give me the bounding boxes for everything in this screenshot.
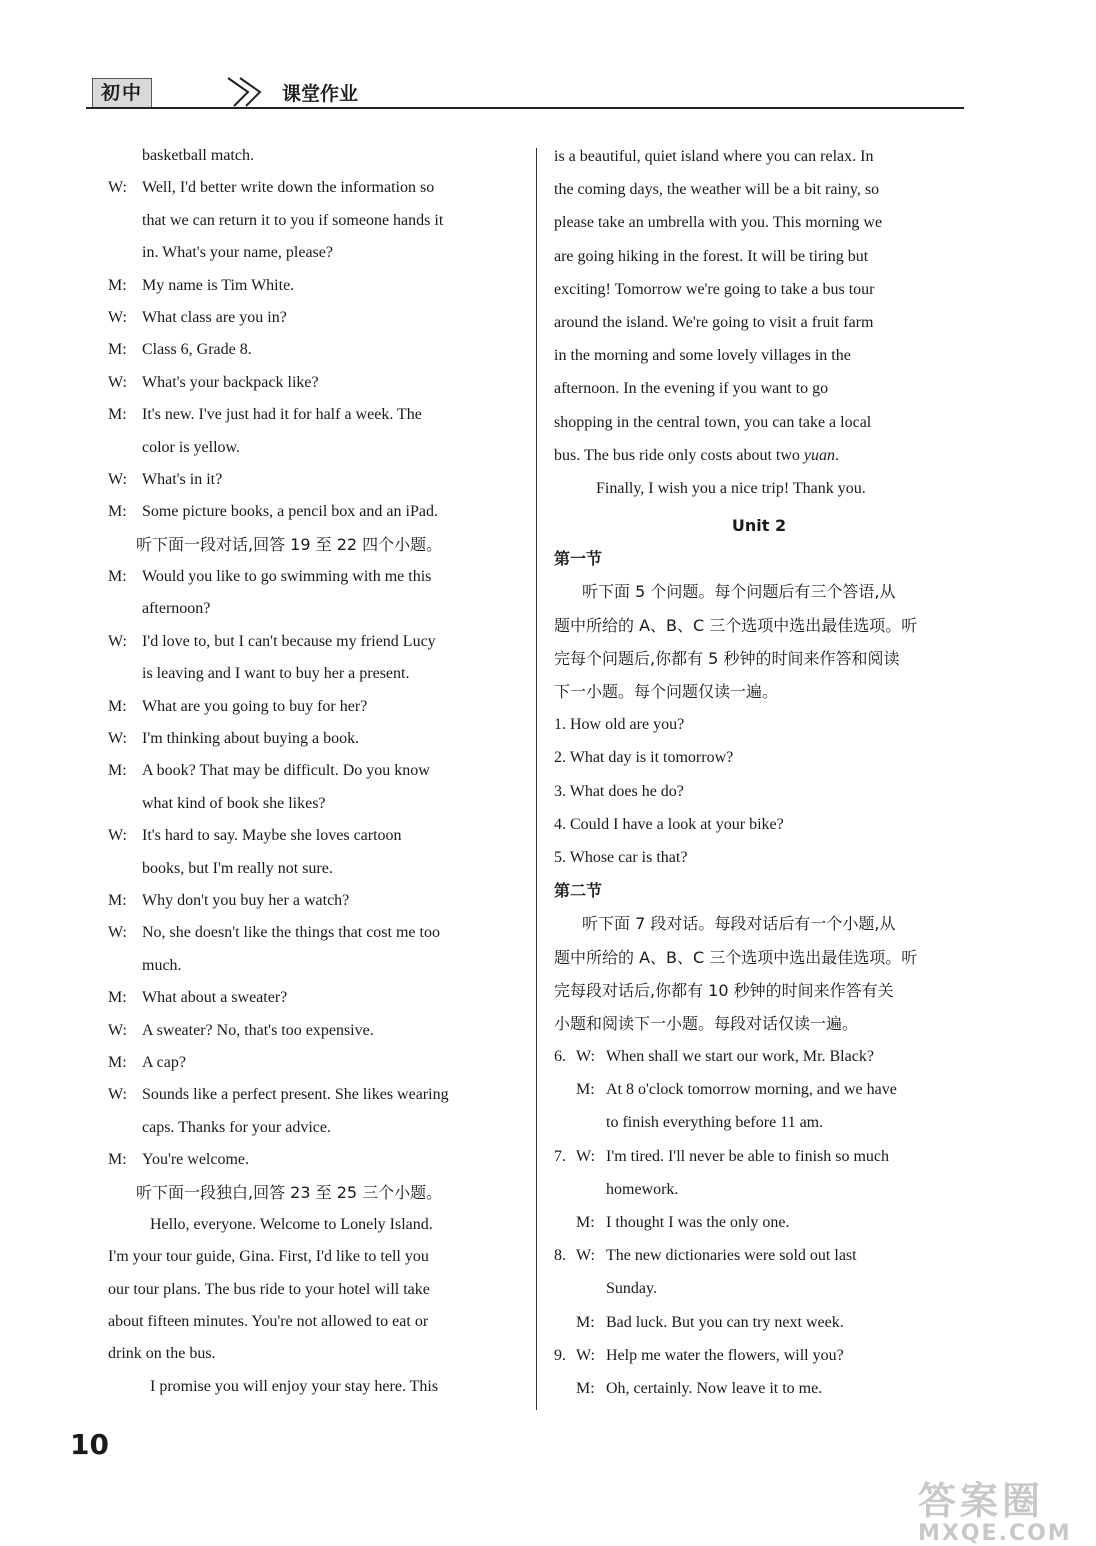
dialogue-line: M: Some picture books, a pencil box and an iPad. <box>108 503 438 521</box>
dialogue-line: M: What about a sweater? <box>108 989 288 1007</box>
dialogue-line: M: A cap? <box>108 1053 186 1071</box>
paragraph-line: in the morning and some lovely villages in the <box>554 347 851 365</box>
text-line: afternoon? <box>142 600 211 618</box>
paragraph-line: are going hiking in the forest. It will be tiring but <box>554 247 869 265</box>
question-item: 3. What does he do? <box>554 782 684 800</box>
paragraph-line: drink on the bus. <box>108 1345 216 1363</box>
dialogue-line: M: Would you like to go swimming with me this <box>108 568 432 586</box>
text-line: to finish everything before 11 am. <box>606 1114 824 1132</box>
text-line: books, but I'm really not sure. <box>142 859 333 877</box>
text-line: basketball match. <box>142 147 254 164</box>
paragraph-line: I'm your tour guide, Gina. First, I'd like to tell you <box>108 1248 429 1266</box>
instruction-line: 小题和阅读下一小题。每段对话仅读一遍。 <box>554 1013 859 1033</box>
page-header <box>86 74 964 108</box>
question-item: 2. What day is it tomorrow? <box>554 749 734 767</box>
watermark-logo <box>918 1470 1072 1546</box>
instruction-line: 听下面 7 段对话。每段对话后有一个小题,从 <box>582 914 896 934</box>
unit-heading: Unit 2 <box>731 516 787 536</box>
instruction-line: 听下面 5 个问题。每个问题后有三个答语,从 <box>582 582 896 602</box>
section-heading: 第二节 <box>554 881 603 901</box>
dialogue-line: M: You're welcome. <box>108 1151 250 1169</box>
paragraph-line: is a beautiful, quiet island where you can relax. In <box>554 148 874 165</box>
dialogue-line: M: Class 6, Grade 8. <box>108 341 252 359</box>
dialogue-line: M: What are you going to buy for her? <box>108 697 368 715</box>
text-line: much. <box>142 956 182 974</box>
paragraph-line: our tour plans. The bus ride to your hotel will take <box>108 1280 430 1298</box>
text-line: caps. Thanks for your advice. <box>142 1118 331 1136</box>
left-column <box>108 140 518 1403</box>
paragraph-line: shopping in the central town, you can take a local <box>554 413 872 431</box>
paragraph-line: Hello, everyone. Welcome to Lonely Island. <box>150 1215 433 1233</box>
instruction-line: 题中所给的 A、B、C 三个选项中选出最佳选项。听 <box>554 947 918 967</box>
text-line: color is yellow. <box>142 438 241 456</box>
dialogue-line: 6. W: When shall we start our work, Mr. Black? <box>554 1048 874 1066</box>
question-item: 1. How old are you? <box>554 716 685 734</box>
dialogue-line: M: It's new. I've just had it for half a week. The <box>108 406 422 424</box>
text-line: homework. <box>606 1180 679 1198</box>
watermark-line: 答案圈 <box>918 1479 1045 1523</box>
dialogue-line: W: What's in it? <box>108 470 223 488</box>
paragraph-line: afternoon. In the evening if you want to go <box>554 380 829 398</box>
dialogue-line: W: Well, I'd better write down the information so <box>108 179 435 197</box>
instruction-line: 听下面一段对话,回答 19 至 22 四个小题。 <box>136 534 443 554</box>
question-item: 4. Could I have a look at your bike? <box>554 815 784 833</box>
dialogue-line: 9. W: Help me water the flowers, will you? <box>554 1346 844 1364</box>
dialogue-line: W: I'd love to, but I can't because my friend Lucy <box>108 632 436 650</box>
text-line: Sunday. <box>606 1280 657 1298</box>
paragraph-line: the coming days, the weather will be a bit rainy, so <box>554 181 880 199</box>
text-line: what kind of book she likes? <box>142 794 326 812</box>
dialogue-line: W: No, she doesn't like the things that cost me too <box>108 924 440 942</box>
paragraph-line: I promise you will enjoy your stay here. This <box>150 1377 439 1395</box>
instruction-line: 题中所给的 A、B、C 三个选项中选出最佳选项。听 <box>554 615 918 635</box>
text-line: is leaving and I want to buy her a present. <box>142 665 410 683</box>
paragraph-line: bus. The bus ride only costs about two yuan. <box>554 446 840 464</box>
instruction-line: 完每段对话后,你都有 10 秒钟的时间来作答有关 <box>554 980 894 1000</box>
header-tag: 初中 <box>92 78 152 108</box>
question-item: 5. Whose car is that? <box>554 848 688 866</box>
dialogue-line: M: Why don't you buy her a watch? <box>108 891 350 909</box>
text-line: in. What's your name, please? <box>142 244 333 262</box>
paragraph-line: please take an umbrella with you. This morning we <box>554 214 883 232</box>
paragraph-line: exciting! Tomorrow we're going to take a bus tour <box>554 280 875 298</box>
dialogue-line: M: At 8 o'clock tomorrow morning, and we have <box>576 1081 897 1099</box>
dialogue-line: W: What class are you in? <box>108 308 287 326</box>
dialogue-line: M: Oh, certainly. Now leave it to me. <box>576 1379 823 1397</box>
page-number: 10 <box>70 1428 109 1461</box>
dialogue-line: W: A sweater? No, that's too expensive. <box>108 1021 374 1039</box>
dialogue-line: W: Sounds like a perfect present. She likes wearing <box>108 1086 449 1104</box>
dialogue-line: M: Bad luck. But you can try next week. <box>576 1313 844 1331</box>
dialogue-line: W: It's hard to say. Maybe she loves cartoon <box>108 827 402 845</box>
dialogue-line: W: What's your backpack like? <box>108 373 319 391</box>
dialogue-line: W: I'm thinking about buying a book. <box>108 730 360 748</box>
paragraph-line: around the island. We're going to visit a fruit farm <box>554 313 874 331</box>
header-book-title: 课堂作业 <box>282 83 359 105</box>
dialogue-line: M: A book? That may be difficult. Do you know <box>108 762 430 780</box>
dialogue-line: M: My name is Tim White. <box>108 276 295 294</box>
instruction-line: 完每个问题后,你都有 5 秒钟的时间来作答和阅读 <box>554 648 900 668</box>
watermark-line: MXQE.COM <box>918 1521 1072 1546</box>
column-divider <box>536 148 537 1410</box>
section-heading: 第一节 <box>554 549 603 569</box>
dialogue-line: 7. W: I'm tired. I'll never be able to finish so much <box>554 1147 890 1165</box>
instruction-line: 下一小题。每个问题仅读一遍。 <box>554 682 779 701</box>
paragraph-line: Finally, I wish you a nice trip! Thank you. <box>596 479 866 497</box>
header-rule <box>86 107 964 109</box>
paragraph-line: about fifteen minutes. You're not allowed to eat or <box>108 1313 429 1331</box>
dialogue-line: 8. W: The new dictionaries were sold out last <box>554 1247 857 1265</box>
instruction-line: 听下面一段独白,回答 23 至 25 三个小题。 <box>136 1182 443 1202</box>
text-line: that we can return it to you if someone hands it <box>142 211 444 229</box>
double-chevron-icon <box>226 74 274 108</box>
dialogue-line: M: I thought I was the only one. <box>576 1214 790 1231</box>
right-column <box>554 140 964 1405</box>
